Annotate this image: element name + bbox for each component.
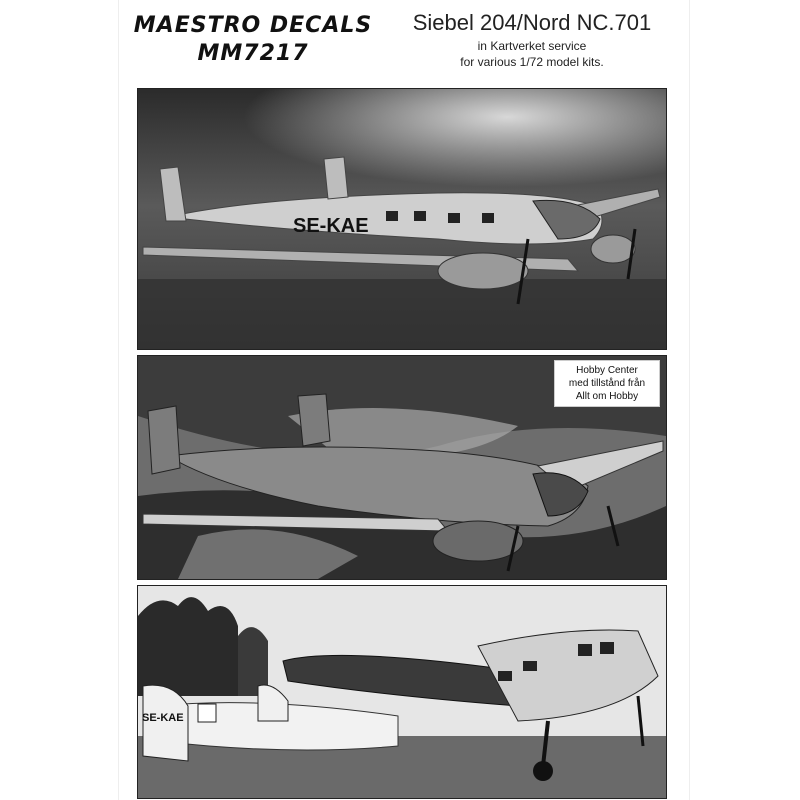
photo-in-flight: [137, 88, 667, 350]
subtitle-line-1: in Kartverket service: [477, 39, 587, 53]
subtitle-line-2: for various 1/72 model kits.: [460, 55, 604, 69]
title-block: [392, 8, 672, 70]
brand-logo: [128, 12, 378, 68]
aircraft-title: Siebel 204/Nord NC.701: [412, 10, 652, 35]
product-code: MM7217: [197, 41, 309, 66]
registration-mark-ground: SE-KAE: [142, 712, 184, 724]
photo-over-forest: [137, 355, 667, 580]
brand-name: MAESTRO DECALS: [133, 13, 373, 38]
credit-line-3: Allt om Hobby: [575, 391, 639, 402]
registration-mark: SE-KAE: [293, 215, 369, 237]
photo-credit: [554, 360, 660, 407]
credit-line-1: Hobby Center: [576, 365, 638, 376]
photo-on-ground: [137, 585, 667, 799]
credit-line-2: med tillstånd från: [568, 378, 646, 389]
